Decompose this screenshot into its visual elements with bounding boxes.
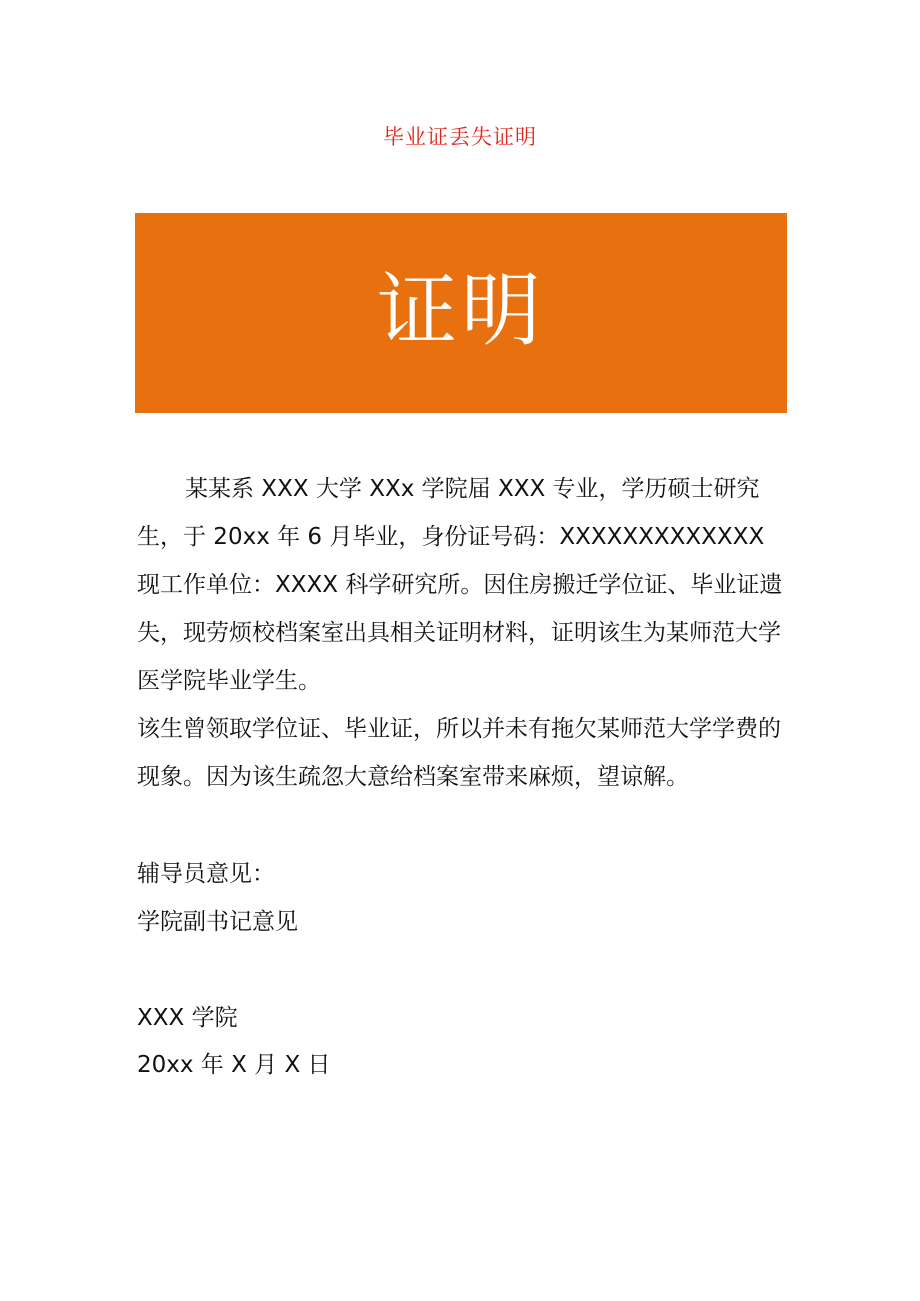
certificate-note-paragraph bbox=[137, 705, 787, 801]
banner-title: 证明 bbox=[377, 264, 545, 357]
college-name: XXX 学院 bbox=[137, 1005, 238, 1031]
counselor-opinion-label: 辅导员意见： bbox=[137, 861, 275, 887]
paragraph-text: 某某系 XXX 大学 XXx 学院届 XXX 专业，学历硕士研究生，于 20xx 年 6 月毕业，身份证号码：XXXXXXXXXXXXX 现工作单位：XXXX 科学研究所。因住房搬迁学位证、毕业证遗失，现劳烦校档案室出具相关证明材料，证明该生为某师范大学医学院毕业学生。 bbox=[137, 476, 783, 694]
paragraph-text: 该生曾领取学位证、毕业证，所以并未有拖欠某师范大学学费的现象。因为该生疏忽大意给档案室带来麻烦，望谅解。 bbox=[137, 716, 781, 790]
document-title: 毕业证丢失证明 bbox=[383, 125, 537, 149]
certificate-body-paragraph bbox=[137, 465, 787, 705]
document-date: 20xx 年 X 月 X 日 bbox=[137, 1052, 331, 1078]
certificate-banner bbox=[135, 213, 787, 413]
secretary-opinion-label: 学院副书记意见 bbox=[137, 909, 298, 935]
